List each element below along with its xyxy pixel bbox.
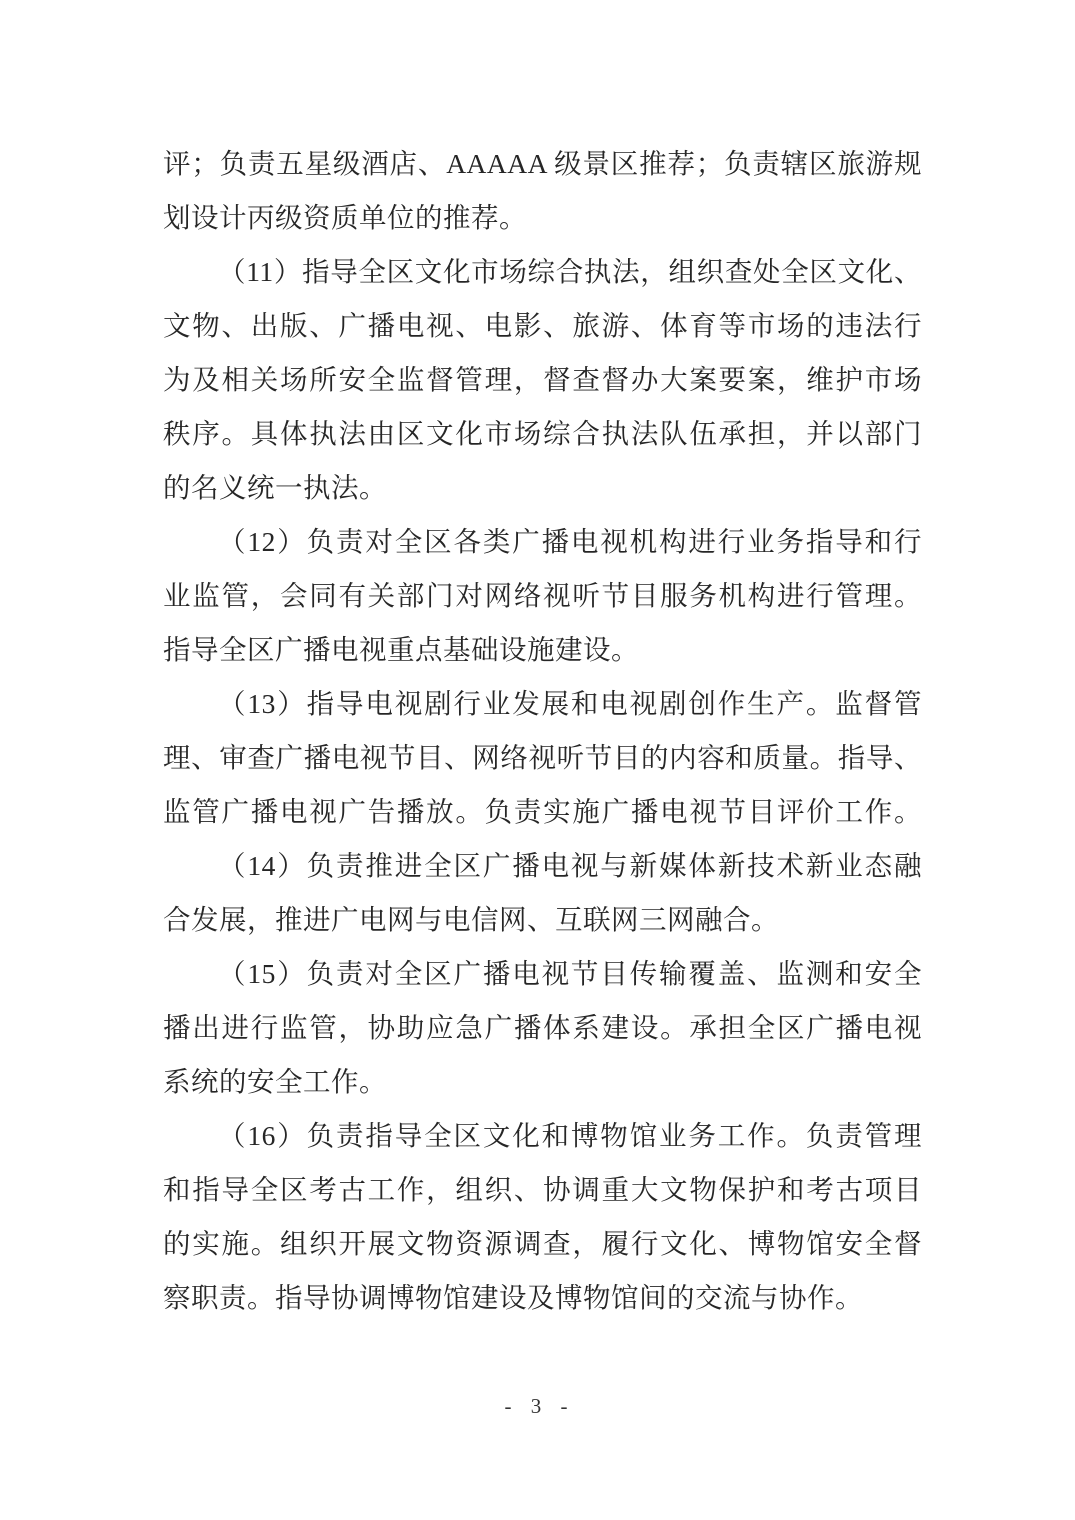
text-line: 业监管，会同有关部门对网络视听节目服务机构进行管理。: [163, 580, 922, 611]
text-line: （12）负责对全区各类广播电视机构进行业务指导和行: [218, 526, 922, 557]
text-line: 的名义统一执法。: [163, 472, 387, 503]
text-line: 理、审查广播电视节目、网络视听节目的内容和质量。指导、: [163, 742, 922, 773]
text-line: 秩序。具体执法由区文化市场综合执法队伍承担，并以部门: [163, 418, 922, 449]
document-text-block: [163, 137, 922, 1325]
text-line: 察职责。指导协调博物馆建设及博物馆间的交流与协作。: [163, 1282, 863, 1313]
text-line: 监管广播电视广告播放。负责实施广播电视节目评价工作。: [163, 796, 922, 827]
text-line: 文物、出版、广播电视、电影、旅游、体育等市场的违法行: [163, 310, 922, 341]
text-line: 的实施。组织开展文物资源调查，履行文化、博物馆安全督: [163, 1228, 922, 1259]
text-line: （16）负责指导全区文化和博物馆业务工作。负责管理: [218, 1120, 922, 1151]
text-line: （14）负责推进全区广播电视与新媒体新技术新业态融: [218, 850, 922, 881]
text-line: 系统的安全工作。: [163, 1066, 387, 1097]
text-line: 指导全区广播电视重点基础设施建设。: [163, 634, 639, 665]
text-line: （15）负责对全区广播电视节目传输覆盖、监测和安全: [218, 958, 922, 989]
text-line: 为及相关场所安全监督管理，督查督办大案要案，维护市场: [163, 364, 922, 395]
text-line: 播出进行监管，协助应急广播体系建设。承担全区广播电视: [163, 1012, 922, 1043]
text-line: （13）指导电视剧行业发展和电视剧创作生产。监督管: [218, 688, 922, 719]
text-line: （11）指导全区文化市场综合执法，组织查处全区文化、: [218, 256, 922, 287]
text-line: 划设计丙级资质单位的推荐。: [163, 202, 527, 233]
text-line: 评；负责五星级酒店、AAAAA 级景区推荐；负责辖区旅游规: [163, 148, 922, 179]
text-line: 合发展，推进广电网与电信网、互联网三网融合。: [163, 904, 779, 935]
page-number: - 3 -: [504, 1394, 571, 1418]
text-line: 和指导全区考古工作，组织、协调重大文物保护和考古项目: [163, 1174, 922, 1205]
